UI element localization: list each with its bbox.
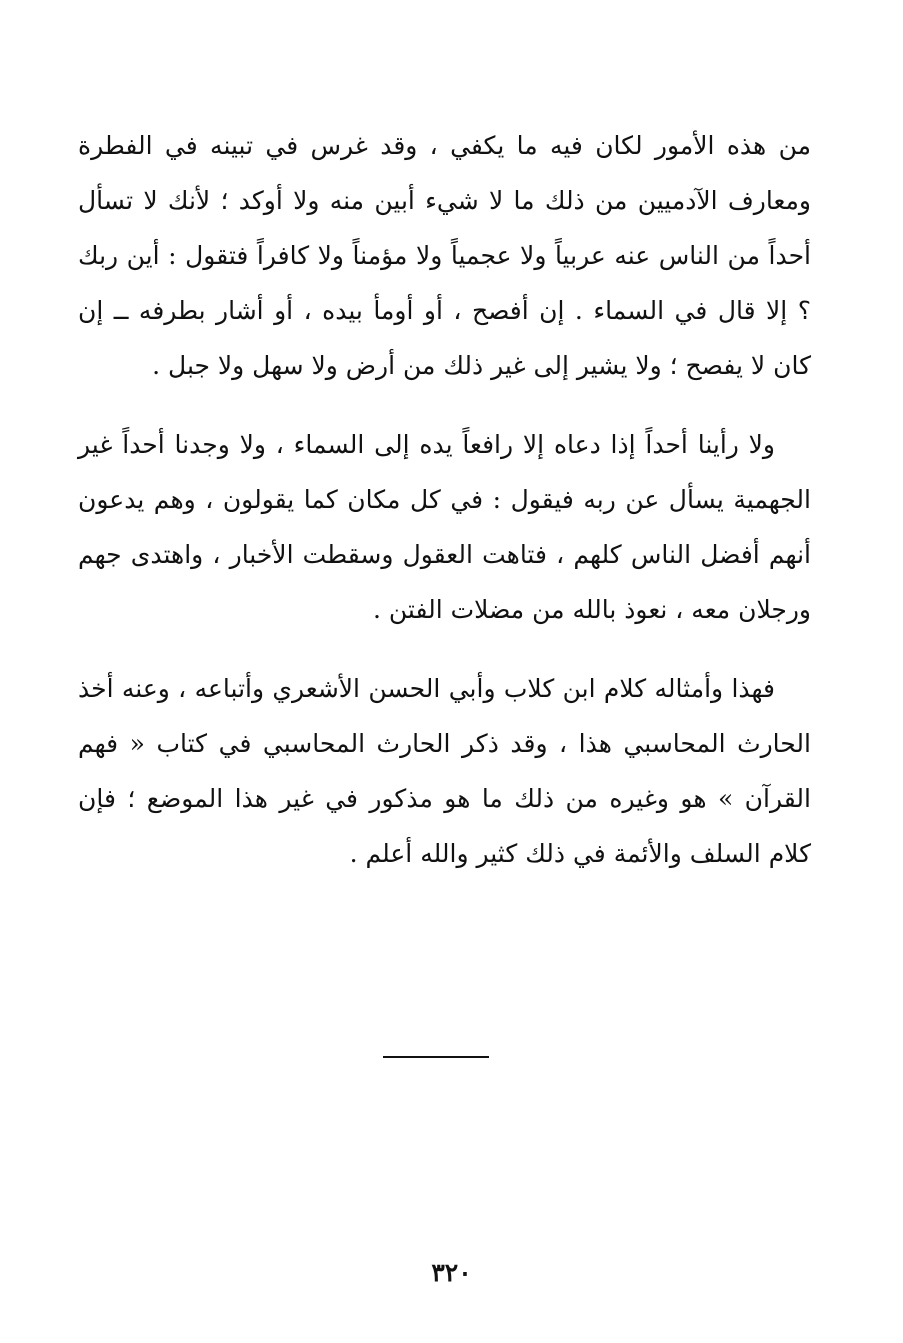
section-separator <box>383 1056 489 1058</box>
paragraph-1: من هذه الأمور لكان فيه ما يكفي ، وقد غرس في تبينه في الفطرة ومعارف الآدميين من ذلك ما لا شيء أبين منه ولا أوكد ؛ لأنك لا تسأل أحداً من الناس عنه عربياً ولا عجمياً ولا مؤمناً ولا كافراً فتقول : أين ربك ؟ إلا قال في السماء . إن أفصح ، أو أومأ بيده ، أو أشار بطرفه ــ إن كان لا يفصح ؛ ولا يشير إلى غير ذلك من أرض ولا سهل ولا جبل . <box>78 131 811 380</box>
paragraph-2: ولا رأينا أحداً إذا دعاه إلا رافعاً يده إلى السماء ، ولا وجدنا أحداً غير الجهمية يسأل عن ربه فيقول : في كل مكان كما يقولون ، وهم يدعون أنهم أفضل الناس كلهم ، فتاهت العقول وسقطت الأخبار ، واهتدى جهم ورجلان معه ، نعوذ بالله من مضلات الفتن . <box>78 430 811 624</box>
body-text <box>78 118 811 881</box>
page-number: ٣٢٠ <box>431 1258 472 1287</box>
paragraph-3: فهذا وأمثاله كلام ابن كلاب وأبي الحسن الأشعري وأتباعه ، وعنه أخذ الحارث المحاسبي هذا ، وقد ذكر الحارث المحاسبي في كتاب « فهم القرآن » هو وغيره من ذلك ما هو مذكور في غير هذا الموضع ؛ فإن كلام السلف والأئمة في ذلك كثير والله أعلم . <box>78 674 811 868</box>
